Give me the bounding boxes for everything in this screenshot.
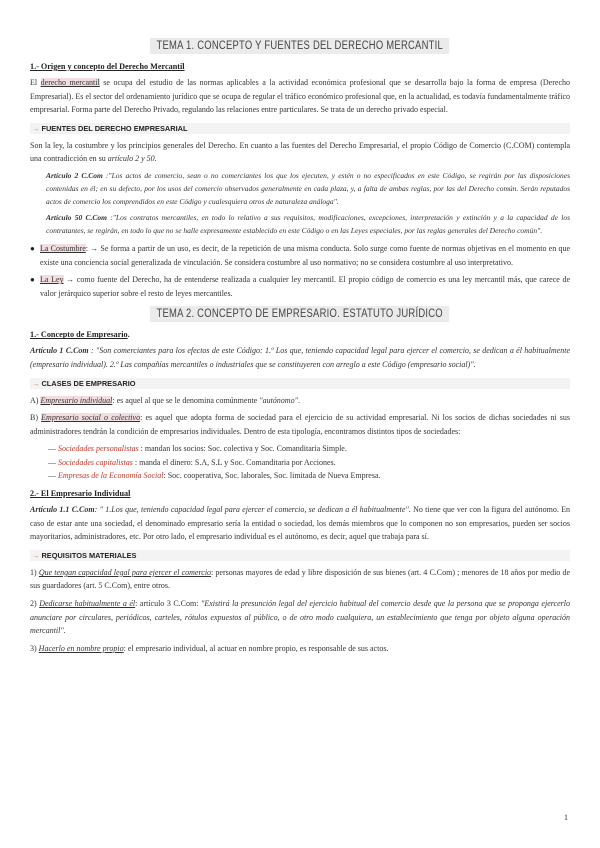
list-item-text: : Soc. cooperativa, Soc. laborales, Soc. limitada de Nueva Empresa. [163, 471, 381, 481]
articulo-1-label: Artículo 1 C.Com [30, 346, 89, 356]
requisito-2-text: : artículo 3 C.Com: [135, 599, 201, 609]
list-item [48, 456, 570, 470]
ley-text: → como fuente del Derecho, ha de entenderse realizada a cualquier ley mercantil. El propio código de comercio es una ley mercantil más, que carece de valor jerárquico superior sobre el resto de leyes mercantiles. [40, 275, 571, 298]
page-number: 1 [564, 813, 568, 822]
ley-label: La Ley [40, 275, 64, 285]
list-item [48, 469, 570, 483]
sociedades-capitalistas-label: Sociedades capitalistas [58, 457, 133, 467]
articulo-1-text: : "Son comerciantes para los efectos de este Código: 1.º Los que, teniendo capacidad legal para ejercer el comercio, se dedican a él habitualmente (empresario individual). 2.º Las compañías mercantiles o industriales que se constituyeren con arreglo a este Código (empresario social)". [30, 346, 571, 369]
dash-icon: — [48, 444, 56, 454]
r2-prefix: 2) [30, 599, 40, 609]
bullet-ley [30, 273, 570, 300]
empresario-individual-paragraph [30, 394, 570, 408]
derecho-mercantil-highlight: derecho mercantil [40, 78, 100, 87]
p1-text-b: se ocupa del estudio de las normas aplicables a la actividad económica profesional que se desarrolla bajo la forma de empresa (Derecho Empresarial). Es el sector del ordenamiento jurídico que se ocupa de regular el tráfico económico profesional que, en la actualidad, es todavía fundamentalmente tráfico empresarial. Forma parte del Derecho Privado, regulando las relaciones entre particulares. Se trata de un derecho privado especial. [30, 78, 571, 115]
a-text-2: . [297, 395, 300, 405]
tema1-paragraph-1 [30, 76, 570, 117]
articulo-2-label: Artículo 2 C.Com [46, 170, 103, 180]
bullet-icon: ● [30, 275, 35, 285]
r3-prefix: 3) [30, 643, 39, 653]
tema1-title: TEMA 1. CONCEPTO Y FUENTES DEL DERECHO MERCANTIL [150, 38, 450, 54]
ley-paragraph [40, 273, 570, 300]
fuentes-heading: FUENTES DEL DERECHO EMPRESARIAL [41, 123, 188, 133]
tema1-section1-heading: 1.- Origen y concepto del Derecho Mercantil [30, 62, 185, 71]
requisito-2-label: Dedicarse habitualmente a él [39, 599, 136, 609]
articulo-1-paragraph [30, 344, 570, 371]
costumbre-text: : → Se forma a partir de un uso, es decir, de la repetición de una misma conducta. Solo surge como fuente de normas objetivas en el momento en que existe una conciencia social generalizada de vinculación. Se considera costumbre al uso normativo; no se considera costumbre al uso interpretativo. [40, 243, 571, 267]
fuentes-heading-bar [30, 123, 570, 134]
a-prefix: A) [30, 395, 41, 405]
empresario-social-label: Empresario social o colectivo [41, 413, 141, 423]
tema2-title-block [30, 304, 570, 322]
tema2-title: TEMA 2. CONCEPTO DE EMPRESARIO. ESTATUTO JURÍDICO [150, 306, 450, 322]
requisitos-heading: REQUISITOS MATERIALES [41, 550, 137, 560]
requisito-2-paragraph [30, 597, 570, 638]
b-prefix: B) [30, 413, 42, 423]
requisito-1-paragraph [30, 566, 570, 593]
p2-text-a: Son la ley, la costumbre y los principios generales del Derecho. En cuanto a las fuentes del Derecho Empresarial, el propio Código de Comercio (C.COM) contempla una contradicción en su [30, 140, 570, 164]
empresario-individual-label: Empresario individual [40, 395, 113, 405]
empresario-social-paragraph [30, 411, 570, 438]
articulo-2-quote [30, 170, 570, 208]
sociedades-personalistas-label: Sociedades personalistas [58, 444, 139, 454]
articulo-1-1-quote: : " 1.Los que, teniendo capacidad legal para ejercer el comercio, se dedican a él habitualmente" [94, 505, 409, 515]
requisitos-heading-bar [30, 550, 570, 561]
articulo-2-text: :"Los actos de comercio, sean o no comerciantes los que los ejecuten, y estén o no especificados en este Código, se regirán por las disposiciones contenidas en él; en su defecto, por los usos del comercio observados generalmente en cada plaza, y, a falta de ambas reglas, por las del Derecho común. Serán reputados actos de comercio los comprendidos en este Código y cualesquiera otros de naturaleza análoga". [46, 170, 571, 206]
bullet-icon: ● [30, 243, 35, 253]
dash-icon: — [48, 471, 56, 481]
economia-social-label: Empresas de la Economía Social [58, 471, 164, 481]
requisito-2-quote: "Existirá la presunción legal del ejercicio habitual del comercio desde que la persona que se proponga ejercerlo anunciare por circulares, periódicos, carteles, rótulos expuestos al público, o de otro modo cualquiera, un establecimiento que tenga por objeto alguna operación mercantil". [30, 599, 570, 636]
list-item [48, 442, 570, 456]
requisito-1-label: Que tengan capacidad legal para ejercer el comercio [38, 567, 212, 577]
articulo-50-label: Artículo 50 C.Com [46, 213, 107, 223]
a-text-italic: "autónomo" [259, 395, 298, 405]
heading-dot: . [127, 330, 130, 340]
sociedades-list [30, 442, 570, 483]
requisito-3-text: : el empresario individual, al actuar en nombre propio, es responsable de sus actos. [123, 643, 389, 653]
costumbre-label: La Costumbre [40, 243, 86, 253]
tema1-title-block [30, 36, 570, 54]
b-text: : es aquel que adopta forma de sociedad para el ejercicio de su actividad empresarial. Ni los socios de dichas sociedades ni sus administradores tendrán la condición de empresarios individuales. Dentro de esta tipología, encontramos distintos tipos de sociedades: [30, 413, 571, 436]
r1-prefix: 1) [30, 567, 39, 577]
arrow-icon: → [32, 123, 40, 133]
clases-heading-bar [30, 378, 570, 389]
tema1-paragraph-2 [30, 139, 570, 166]
requisito-3-label: Hacerlo en nombre propio [38, 643, 124, 653]
requisito-3-paragraph [30, 642, 570, 656]
articulo-1-1-label: Artículo 1.1 C.Com [30, 505, 95, 515]
a-text-1: : es aquel al que se le denomina comúnmente [112, 395, 260, 405]
tema2-section2-heading: 2.- El Empresario Individual [30, 489, 131, 499]
tema2-section1-heading-text: 1.- Concepto de Empresario [30, 330, 128, 340]
requisito-1-text: : personas mayores de edad y libre disposición de sus bienes (art. 4 C.Com) ; menores de 18 años por medio de sus guardadores (art. 5 C.Com), entre otros. [30, 567, 570, 591]
list-item-text: : mandan los socios: Soc. colectiva y Soc. Comanditaria Simple. [138, 444, 347, 454]
costumbre-paragraph [40, 242, 570, 269]
articulo-50-quote [30, 212, 570, 238]
arrow-icon: → [32, 378, 40, 388]
clases-heading: CLASES DE EMPRESARIO [41, 378, 136, 388]
tema2-section1-heading [30, 330, 570, 339]
articulo-1-1-paragraph [30, 503, 570, 544]
p2-text-italic: artículo 2 y 50. [107, 154, 157, 164]
p1-text-a: El [30, 78, 41, 87]
arrow-icon: → [32, 550, 40, 560]
bullet-costumbre [30, 242, 570, 269]
dash-icon: — [48, 457, 56, 467]
list-item-text: : manda el dinero: S.A, S.L y Soc. Comanditaria por Acciones. [132, 457, 336, 467]
articulo-50-text: :"Los contratos mercantiles, en todo lo relativo a sus requisitos, modificaciones, excepciones, interpretación y extinción y a la capacidad de los contratantes, se regirán, en todo lo que no se halle expresamente establecido en este Código o en las Leyes especiales, por las reglas generales del Derecho común". [46, 213, 570, 236]
articulo-1-1-text: . No tiene que ver con la figura del autónomo. En caso de estar ante una sociedad, el denominado empresario sería la entidad o sociedad, los demás miembros que lo componen no son empresarios, pueden ser socios mayoritarios, administradores, etc. Por otro lado, el empresario individual es el autónomo, es decir, aquel que trabaja para sí. [30, 505, 571, 542]
